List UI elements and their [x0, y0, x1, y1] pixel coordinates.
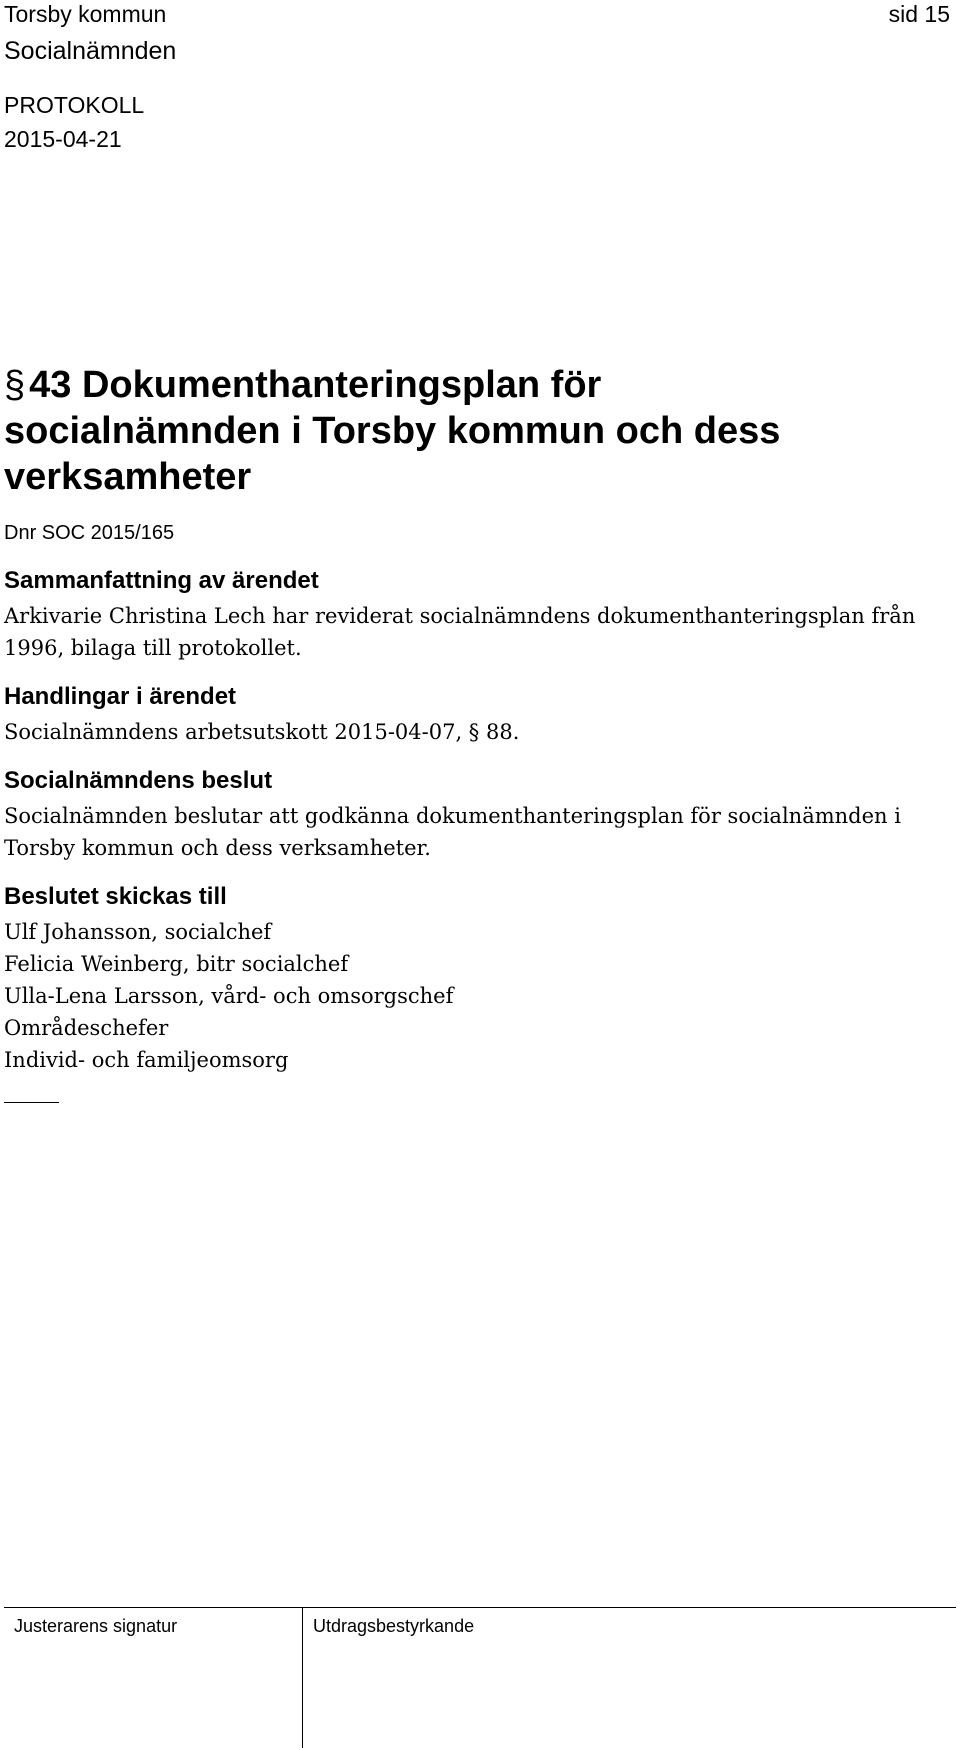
recipient-item: Individ- och familjeomsorg	[4, 1048, 289, 1072]
summary-text	[4, 600, 954, 664]
signature-label: Justerarens signatur	[14, 1616, 178, 1636]
paragraph-sign: §	[4, 364, 26, 406]
signature-table	[4, 1607, 956, 1748]
decision-heading: Socialnämndens beslut	[4, 767, 273, 794]
summary-line: Arkivarie Christina Lech har reviderat socialnämndens dokumenthanteringsplan från	[4, 604, 916, 628]
decision-line: Socialnämnden beslutar att godkänna dokumenthanteringsplan för socialnämnden i	[4, 804, 901, 828]
documents-line: Socialnämndens arbetsutskott 2015-04-07, § 88.	[4, 720, 520, 744]
decision-text	[4, 800, 954, 864]
title-line: § 43 Dokumenthanteringsplan för	[4, 364, 602, 406]
extract-label: Utdragsbestyrkande	[313, 1616, 475, 1636]
sent-to-heading: Beslutet skickas till	[4, 883, 227, 910]
recipient-item: Felicia Weinberg, bitr socialchef	[4, 952, 349, 976]
protocol-date: 2015-04-21	[4, 126, 122, 152]
org-name: Torsby kommun	[4, 1, 167, 27]
signature-cell	[4, 1608, 303, 1748]
page-number: sid 15	[888, 1, 950, 27]
summary-heading: Sammanfattning av ärendet	[4, 567, 319, 594]
committee-name: Socialnämnden	[4, 37, 177, 65]
title-line: verksamheter	[4, 456, 252, 498]
summary-line: 1996, bilaga till protokollet.	[4, 636, 302, 660]
recipient-item: Ulf Johansson, socialchef	[4, 920, 272, 944]
document-type: PROTOKOLL	[4, 92, 145, 118]
title-line: socialnämnden i Torsby kommun och dess	[4, 410, 781, 452]
recipient-item: Ulla-Lena Larsson, vård- och omsorgschef	[4, 984, 454, 1008]
documents-text	[4, 716, 954, 748]
decision-line: Torsby kommun och dess verksamheter.	[4, 836, 431, 860]
extract-cell	[303, 1608, 956, 1748]
recipient-list	[4, 916, 954, 1076]
section-title	[4, 362, 954, 500]
document-body	[4, 362, 954, 1103]
end-divider	[4, 1102, 59, 1103]
recipient-item: Områdeschefer	[4, 1016, 169, 1040]
case-number: Dnr SOC 2015/165	[4, 522, 175, 544]
documents-heading: Handlingar i ärendet	[4, 683, 237, 710]
